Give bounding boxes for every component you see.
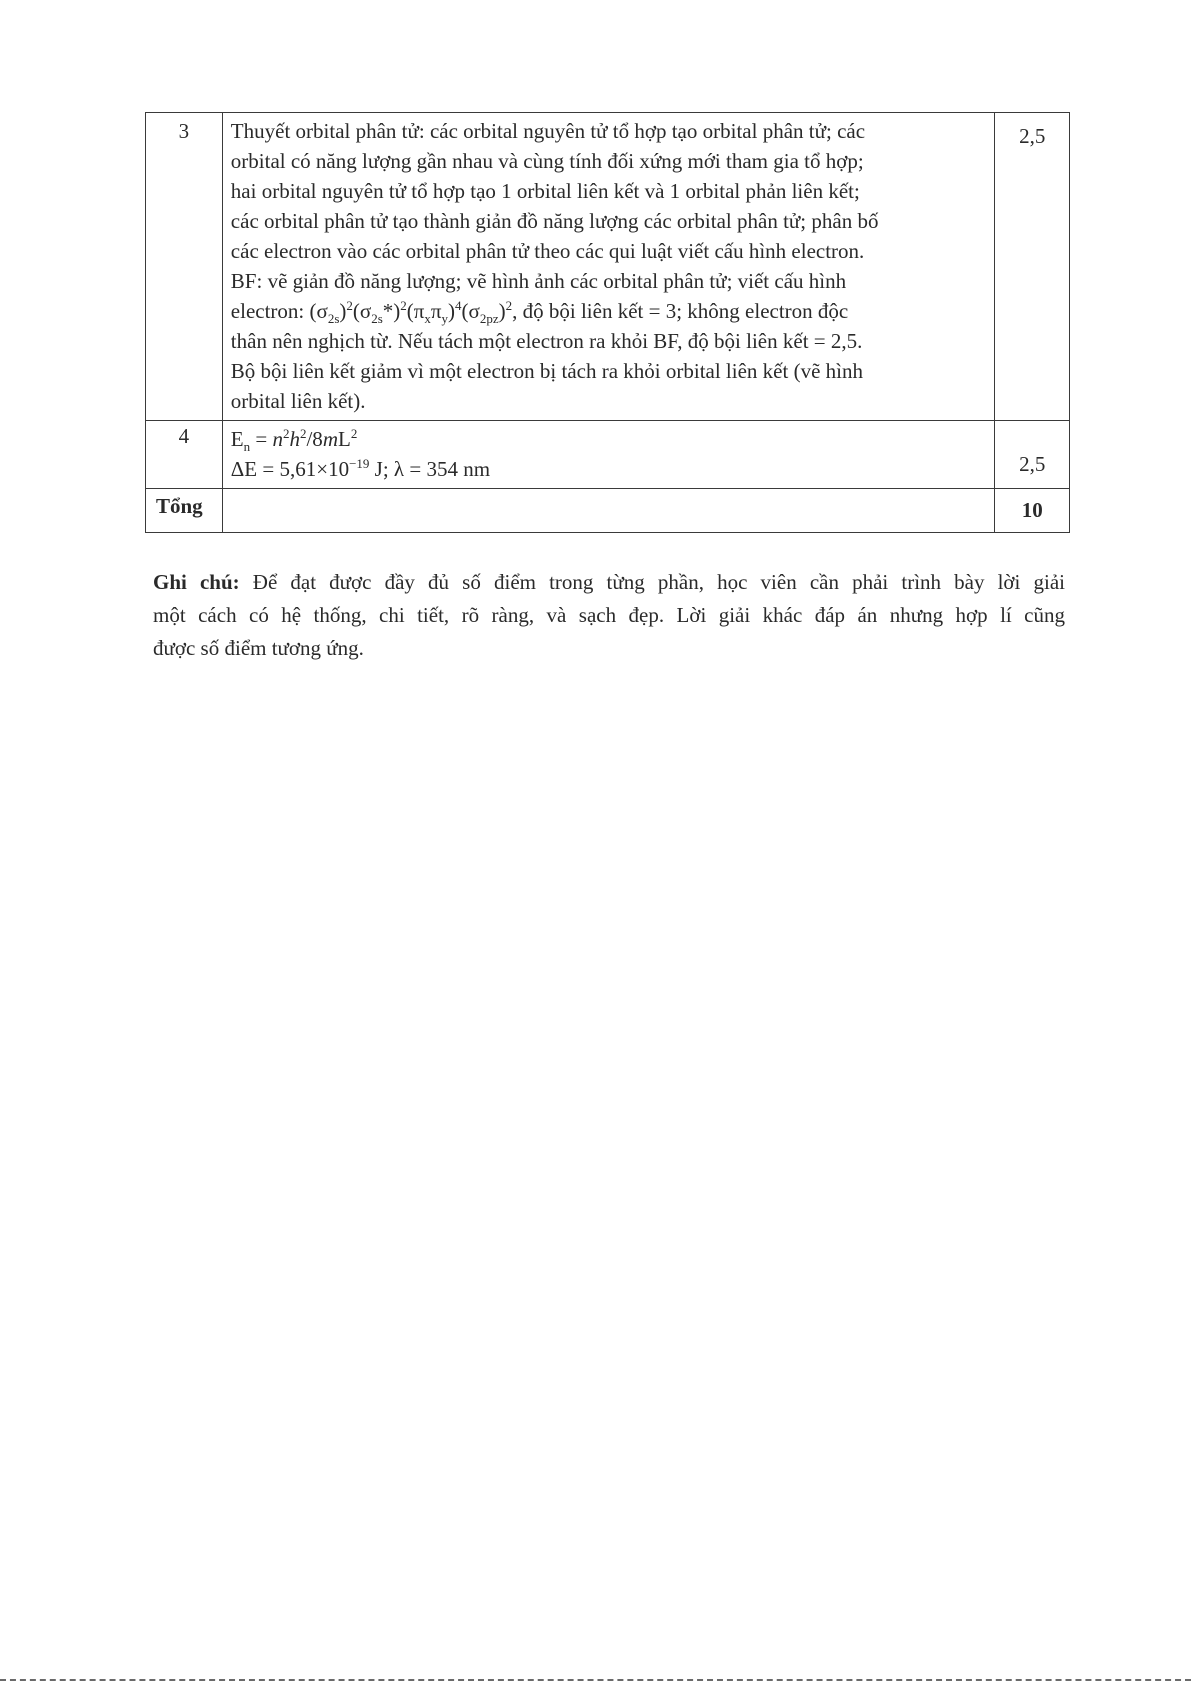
total-empty-cell [222, 489, 995, 533]
answer-line: các orbital phân tử tạo thành giản đồ năng lượng các orbital phân tử; phân bố [230, 209, 879, 233]
score-cell [995, 421, 1070, 489]
electron-configuration-line: electron: $(\sigma_{2s})^2(\sigma_{2s}*)^2(\pi_x\pi_y)^4(\sigma_{2pz})^2$, độ bội liên kết = 3; không electron độc [230, 298, 849, 327]
total-score-cell [995, 489, 1070, 533]
answer-line: BF: vẽ giản đồ năng lượng; vẽ hình ảnh các orbital phân tử; viết cấu hình [230, 269, 847, 293]
answer-line: orbital có năng lượng gần nhau và cùng tính đối xứng mới tham gia tổ hợp; [230, 149, 864, 173]
total-label-cell [146, 489, 223, 533]
question-number-cell [146, 421, 223, 489]
question-number-cell [146, 113, 223, 421]
answer-content-cell [222, 421, 995, 489]
note-line: được số điểm tương ứng. [153, 636, 364, 660]
score-cell [995, 113, 1070, 421]
score-value: 2,5 [1019, 452, 1046, 476]
total-score: 10 [1021, 498, 1043, 522]
table-row [146, 113, 1070, 421]
energy-formula: $E_n = n^2h^2/8mL^2$ [230, 426, 358, 455]
answer-content-cell [222, 113, 995, 421]
question-number: 4 [178, 424, 190, 448]
answer-line: Bộ bội liên kết giảm vì một electron bị tách ra khỏi orbital liên kết (vẽ hình [230, 359, 863, 383]
answer-line: Thuyết orbital phân tử: các orbital nguyên tử tổ hợp tạo orbital phân tử; các [230, 119, 866, 143]
total-row [146, 489, 1070, 533]
page-bottom-edge [0, 1679, 1191, 1681]
question-number: 3 [178, 119, 190, 143]
note-line: một cách có hệ thống, chi tiết, rõ ràng, và sạch đẹp. Lời giải khác đáp án nhưng hợp lí cũng [153, 603, 1065, 627]
answer-line: hai orbital nguyên tử tổ hợp tạo 1 orbital liên kết và 1 orbital phản liên kết; [230, 179, 860, 203]
energy-result: $\Delta E = 5,61\times 10^{-19}$ J; λ = 354 nm [230, 456, 491, 481]
answer-line: thân nên nghịch từ. Nếu tách một electron ra khỏi BF, độ bội liên kết = 2,5. [230, 329, 863, 353]
note-line: Ghi chú: Để đạt được đầy đủ số điểm trong từng phần, học viên cần phải trình bày lời giải [153, 570, 1065, 594]
answer-line: orbital liên kết). [230, 389, 366, 413]
total-label: Tổng [156, 494, 203, 518]
table-row [146, 421, 1070, 489]
score-value: 2,5 [1019, 124, 1046, 148]
answer-key-table [145, 112, 1070, 533]
note-label: Ghi chú: [153, 570, 240, 594]
grading-note [153, 566, 1065, 665]
answer-line: các electron vào các orbital phân tử theo các qui luật viết cấu hình electron. [230, 239, 865, 263]
